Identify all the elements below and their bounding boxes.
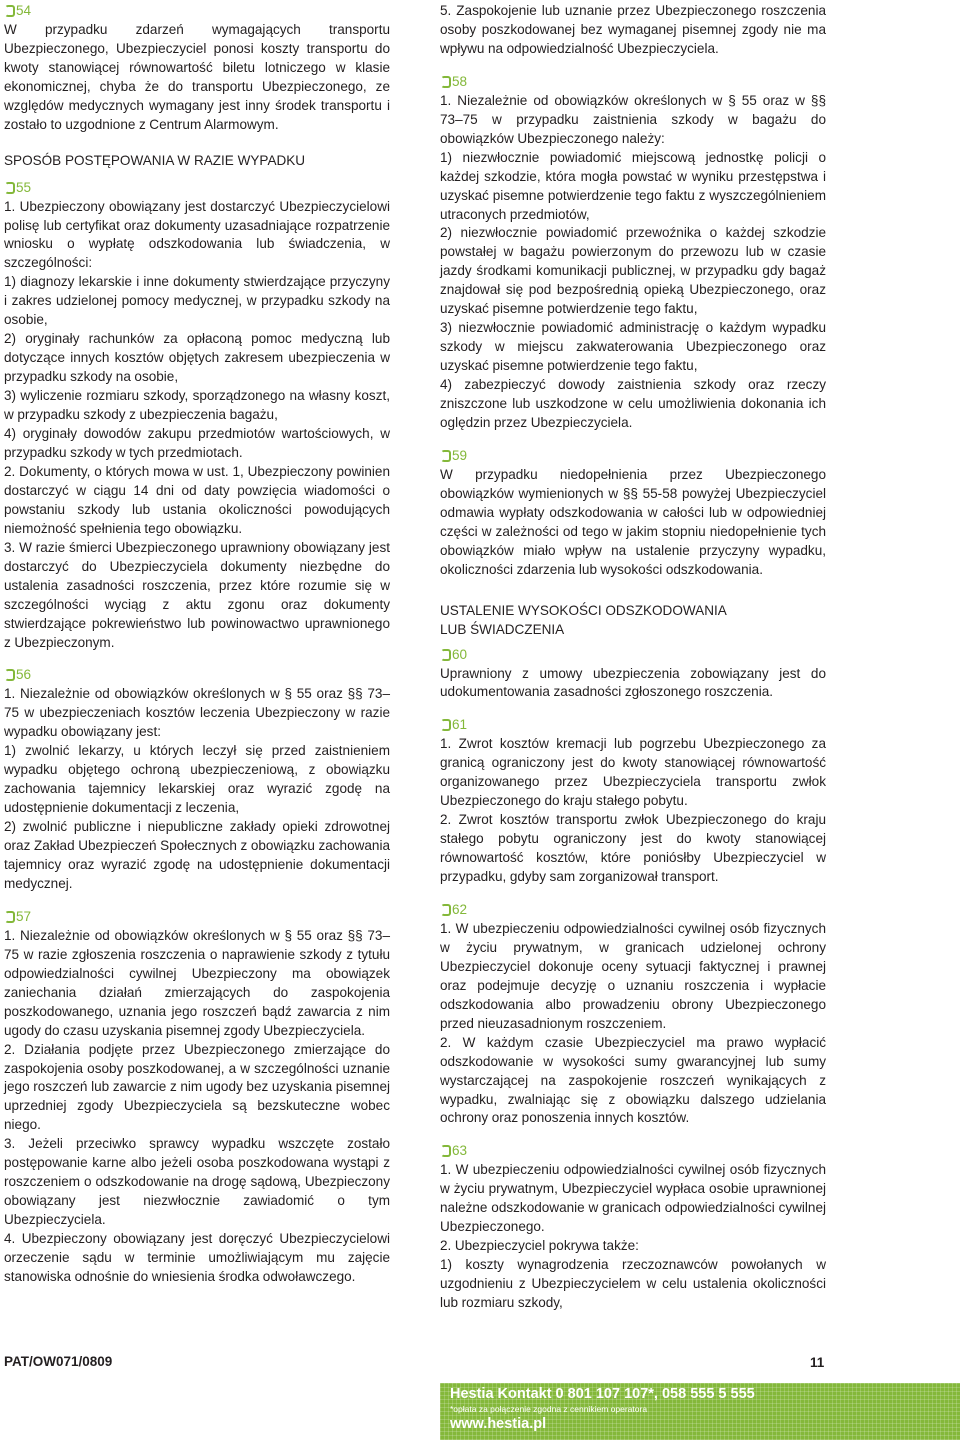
section-number-62: 62 xyxy=(440,901,826,920)
contact-call-note: *opłata za połączenie zgodna z cennikiem operatora xyxy=(450,1404,648,1414)
section-55-p6: 2. Dokumenty, o których mowa w ust. 1, Ubezpieczony powinien dostarczyć w ciągu 14 dni od daty powzięcia wiadomości o powstaniu szkody lub ustania okoliczności powodujących niemożność spełnienia tego obowiązku. xyxy=(4,463,390,536)
section-number-54: 54 xyxy=(4,2,390,21)
heading-accident-procedure: SPOSÓB POSTĘPOWANIA W RAZIE WYPADKU xyxy=(4,152,306,168)
section-56-p1: 1. Niezależnie od obowiązków określonych w § 55 oraz §§ 73–75 w ubezpieczeniach kosztów leczenia Ubezpieczony w razie wypadku obowiązany jest: xyxy=(4,686,390,740)
section-62-p1: 1. W ubezpieczeniu odpowiedzialności cywilnej osób fizycznych w życiu prywatnym, w granicach udzielonej ochrony Ubezpieczyciel dokonuje oceny sytuacji faktycznej i prawnej oraz podejmuje decyzję o uznaniu roszczenia i wypłacie odszkodowania albo prowadzeniu obrony Ubezpieczonego przed nieuzasadnionym roszczeniem. xyxy=(440,920,826,1031)
page-number: 11 xyxy=(810,1355,825,1370)
section-55-p3: 2) oryginały rachunków za opłaconą pomoc medyczną lub dotyczące innych kosztów objętych zakresem ubezpieczenia w przypadku szkody na osobie, xyxy=(4,331,390,385)
section-54-text: W przypadku zdarzeń wymagających transportu Ubezpieczonego, Ubezpieczyciel ponosi koszty transportu do kwoty stanowiącej równowartość biletu lotniczego w klasie ekonomicznej, chyba że do transportu Ubezpieczonego, ze względów medycznych wymagany jest inny środek transportu i zostało to uzgodnione z Centrum Alarmowym. xyxy=(4,21,390,132)
section-57-p3: 3. Jeżeli przeciwko sprawcy wypadku wszczęte zostało postępowanie karne albo jeżeli osoba poszkodowana wystąpi z roszczeniem o odszkodowanie na drogę sądową, Ubezpieczony obowiązany jest niezwłocznie zawiadomić o tym Ubezpieczyciela. xyxy=(4,1136,390,1228)
document-code: PAT/OW071/0809 xyxy=(4,1354,113,1369)
section-62-p2: 2. W każdym czasie Ubezpieczyciel ma prawo wypłacić odszkodowanie w wysokości sumy gwarancyjnej lub sumy wystarczającej na zaspokojenie roszczeń wynikających z wypadku, zwalniając się z obowiązku dalszego udzielania ochrony oraz ponoszenia innych kosztów. xyxy=(440,1034,826,1126)
section-number-61: 61 xyxy=(440,716,826,735)
section-number-59: 59 xyxy=(440,447,826,466)
section-57-p4: 4. Ubezpieczony obowiązany jest doręczyć Ubezpieczycielowi orzeczenie sądu w terminie umożliwiającym mu zajęcie stanowiska odnośnie do wniesienia środka odwoławczego. xyxy=(4,1231,390,1284)
section-number-58: 58 xyxy=(440,73,826,92)
contact-phone-line: Hestia Kontakt 0 801 107 107*, 058 555 5 555 xyxy=(450,1386,755,1402)
section-59-text: W przypadku niedopełnienia przez Ubezpieczonego obowiązków wymienionych w §§ 55-58 powyżej Ubezpieczyciel odmawia wypłaty odszkodowania w całości lub w odpowiedniej części w zależności od tego w jakim stopniu niedopełnienie tych obowiązków miało wpływ na ustalenie przyczyny wypadku, okoliczności zdarzenia lub wysokości odszkodowania. xyxy=(440,466,826,577)
right-column xyxy=(440,2,826,1313)
section-58-p5: 4) zabezpieczyć dowody zaistnienia szkody oraz rzeczy zniszczone lub uszkodzone w celu umożliwienia dokonania ich oględzin przez Ubezpieczyciela. xyxy=(440,377,826,431)
section-63-p1: 1. W ubezpieczeniu odpowiedzialności cywilnej osób fizycznych w życiu prywatnym, Ubezpieczyciel wypłaca osobie uprawnionej należne odszkodowanie w granicach odpowiedzialności cywilnej Ubezpieczonego. xyxy=(440,1162,826,1235)
section-55-p7: 3. W razie śmierci Ubezpieczonego uprawniony obowiązany jest dostarczyć do Ubezpieczyciela dokumenty niezbędne do ustalenia zasadności roszczenia, przez które rozumie się w szczególności wyciąg z aktu zgonu oraz dokumenty stwierdzające pokrewieństwo lub powinowactwo uprawnionego z Ubezpieczonym. xyxy=(4,539,390,650)
website-link[interactable]: www.hestia.pl xyxy=(450,1416,547,1432)
section-number-57: 57 xyxy=(4,908,390,927)
section-58-p2: 1) niezwłocznie powiadomić miejscową jednostkę policji o każdej szkodzie, która mogła powstać w wyniku przestępstwa i uzyskać pisemne potwierdzenie tego faktu z wyszczególnieniem utraconych przedmiotów, xyxy=(440,149,826,222)
section-number-63: 63 xyxy=(440,1142,826,1161)
section-55-p1: 1. Ubezpieczony obowiązany jest dostarczyć Ubezpieczycielowi polisę lub certyfikat oraz dokumenty uzasadniające rozpatrzenie wniosku o wypłatę odszkodowania lub świadczenia, w szczególności: xyxy=(4,198,390,271)
section-55-p4: 3) wyliczenie rozmiaru szkody, sporządzonego na własny koszt, w przypadku szkody z ubezpieczenia bagażu, xyxy=(4,388,390,423)
heading-compensation-line1: USTALENIE WYSOKOŚCI ODSZKODOWANIA xyxy=(440,602,727,618)
section-58-p3: 2) niezwłocznie powiadomić przewoźnika o każdej szkodzie powstałej w bagażu powierzonym do przewozu lub w czasie jazdy środkami komunikacji publicznej, w przypadku gdy bagaż znajdował się pod bezpośrednią opieką Ubezpieczonego, oraz uzyskać pisemne potwierdzenie tego faktu, xyxy=(440,225,826,317)
section-60-text: Uprawniony z umowy ubezpieczenia zobowiązany jest do udokumentowania zasadności zgłoszonego roszczenia. xyxy=(440,665,826,700)
heading-compensation-line2: LUB ŚWIADCZENIA xyxy=(440,621,565,637)
section-56-p2: 1) zwolnić lekarzy, u których leczył się przed zaistnieniem wypadku objętego ochroną ubezpieczeniową, z obowiązku zachowania tajemnicy lekarskiej oraz wyrazić zgodę na udostępnienie dokumentacji z leczenia, xyxy=(4,743,390,816)
section-57-p5: 5. Zaspokojenie lub uznanie przez Ubezpieczonego roszczenia osoby poszkodowanej bez wymaganej pisemnej zgody nie ma wpływu na odpowiedzialność Ubezpieczyciela. xyxy=(440,3,826,56)
section-57-p1: 1. Niezależnie od obowiązków określonych w § 55 oraz §§ 73–75 w razie zgłoszenia roszczenia o naprawienie szkody z tytułu odpowiedzialności cywilnej Ubezpieczony ma obowiązek zaniechania działań zmierzających do zaspokojenia poszkodowanego, uznania jego roszczeń bądź zawarcia z nim ugody do czasu uzyskania pisemnej zgody Ubezpieczyciela. xyxy=(4,927,390,1038)
left-column xyxy=(4,2,390,1287)
section-number-55: 55 xyxy=(4,179,390,198)
section-55-p2: 1) diagnozy lekarskie i inne dokumenty stwierdzające przyczyny i zakres udzielonej pomocy medycznej, w przypadku szkody na osobie, xyxy=(4,274,390,328)
section-61-p2: 2. Zwrot kosztów transportu zwłok Ubezpieczonego do kraju stałego pobytu ograniczony jest do kwoty stanowiącej równowartość kosztów, które poniósłby Ubezpieczyciel w przypadku, gdyby sam zorganizował transport. xyxy=(440,812,826,885)
section-number-56: 56 xyxy=(4,666,390,685)
section-number-60: 60 xyxy=(440,646,826,665)
contact-bar xyxy=(440,1383,960,1440)
section-58-p4: 3) niezwłocznie powiadomić administrację o każdym wypadku szkody w miejscu zakwaterowania Ubezpieczonego oraz uzyskać pisemne potwierdzenie tego faktu, xyxy=(440,320,826,374)
section-63-p3: 1) koszty wynagrodzenia rzeczoznawców powołanych w uzgodnieniu z Ubezpieczycielem w celu ustalenia okoliczności lub rozmiaru szkody, xyxy=(440,1257,826,1311)
section-56-p3: 2) zwolnić publiczne i niepubliczne zakłady opieki zdrowotnej oraz Zakład Ubezpieczeń Społecznych z obowiązku zachowania tajemnicy oraz wyrazić zgodę na udostępnienie dokumentacji medycznej. xyxy=(4,819,390,891)
section-63-p2: 2. Ubezpieczyciel pokrywa także: xyxy=(440,1238,639,1254)
section-61-p1: 1. Zwrot kosztów kremacji lub pogrzebu Ubezpieczonego za granicą ograniczony jest do kwoty stanowiącej równowartość organizowanego przez Ubezpieczyciela transportu zwłok Ubezpieczonego do kraju stałego pobytu. xyxy=(440,736,826,809)
section-55-p5: 4) oryginały dowodów zakupu przedmiotów wartościowych, w przypadku szkody w tych przedmiotach. xyxy=(4,426,390,460)
section-58-p1: 1. Niezależnie od obowiązków określonych w § 55 oraz w §§ 73–75 w przypadku zaistnienia szkody w bagażu do obowiązków Ubezpieczonego należy: xyxy=(440,92,826,146)
section-57-p2: 2. Działania podjęte przez Ubezpieczonego zmierzające do zaspokojenia osoby poszkodowanej, a w szczególności uznanie jego roszczeń lub zawarcie z nim ugody bez uzyskania pisemnej uprzedniej zgody Ubezpieczyciela są bezskuteczne wobec niego. xyxy=(4,1041,390,1133)
